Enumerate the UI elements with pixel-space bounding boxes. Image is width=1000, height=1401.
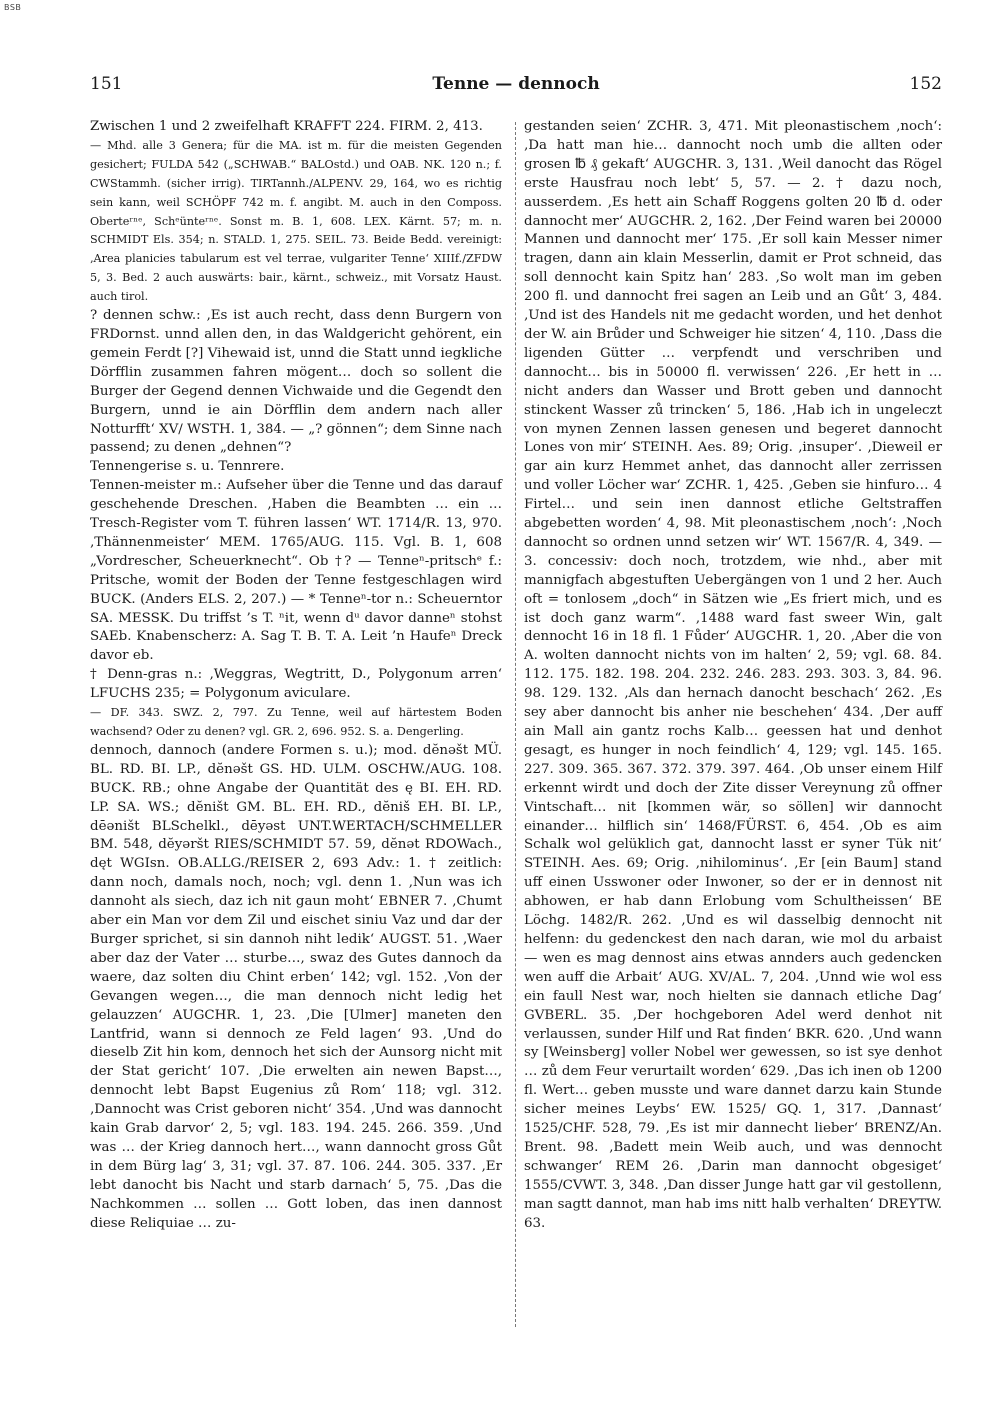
page-number-right: 152 [909, 74, 942, 94]
page-header [90, 74, 942, 104]
left-column [90, 118, 502, 1233]
column-divider [515, 122, 516, 1327]
entry-dennoch-continued: gestanden seien‘ ZCHR. 3, 471. Mit pleonastischem ‚noch‘: ‚Da hatt man hie… dannocht noch umb die allten oder grosen ℔ ₰ gekaft‘ AUGCHR. 3, 131. ‚Weil danocht das Rögel erste Hausfrau noch lebt‘ 5, 57. — 2. † dazu noch, ausserdem. ‚Es hett ain Schaff Roggens golten 20 ℔ d. oder dannocht mer‘ AUGCHR. 2, 162. ‚Der Feind waren bei 20000 Mannen und dannocht mer‘ 175. ‚Er soll kain Messer nimer tragen, dann ain klain Messerlin, damit er Prot schneid, das soll dennocht kain Spitz han‘ 283. ‚So wolt man im geben 200 fl. und dannocht frei sagen an Leib und an Gůt‘ 3, 484. ‚Und ist des Handels nit me gedacht worden, und het denhot der W. ain Brůder und Schweiger hie sitzen‘ 4, 110. ‚Dass die ligenden Gütter … verpfendt und verschriben und dannocht… bis in 50000 fl. verwissen‘ 226. ‚Er hett in … nicht anders dan Wasser und Brott geben und dannocht stinckent Wasser zů trincken‘ 5, 186. ‚Hab ich in ungeleczt von mynen Zennen lassen genesen und begeret dannocht Lones von mir‘ STEINH. Aes. 89; Orig. ‚insuper‘. ‚Dieweil er gar ain kurz Hemmet anhet, das dannocht aller zerrissen und voller Löcher war‘ ZCHR. 1, 425. ‚Geben sie hinfuro… 4 Firtel… und sein inen dannost etliche Geltstraffen abgebetten worden‘ 4, 98. Mit pleonastischem ‚noch‘: ‚Noch dannocht so ordnen unnd setzen wir‘ WT. 1567/R. 4, 349. — 3. concessiv: doch noch, trotzdem, wie nhd., aber mit mannigfach abgestuften Uebergängen von 1 und 2 her. Auch oft = tonlosem „doch“ in Sätzen wie „Es friert mich, und es ist doch ganz warm“. ‚1488 ward fast sweer Win, galt dennocht 16 in 18 fl. 1 Fůder‘ AUGCHR. 1, 20. ‚Aber die von A. wolten dannocht nichts von im halten‘ 2, 59; vgl. 68. 84. 112. 175. 182. 198. 204. 232. 246. 283. 293. 303. 3, 84. 96. 98. 129. 132. ‚Als dan hernach danocht beschach‘ 262. ‚Es sey aber dannocht bis anher nie beschehen‘ 434. ‚Der auff ain Mall ain gantz rochs Kalb… geessen hat und denhot gesagt, es hunger in noch feindlich‘ 4, 129; vgl. 145. 165. 227. 309. 365. 367. 372. 379. 397. 464. ‚Ob unser einem Hilf erkennt wirdt und doch der Zite disser Vereynung zů offner Vintschaft… nit [kommen wär, so söllen] wir dannocht einander… hilflich sin‘ 1468/FÜRST. 6, 454. ‚Ob es aim Schalk wol gelüklich gat, dannocht lasst er syner Tük nit‘ STEINH. Aes. 69; Orig. ‚nihilominus‘. ‚Er [ein Baum] stand uff einen Usswoner oder Inwoner, so der er in dennost nit abhowen, er hab dann Erlobung vom Schultheissen‘ BE Löchg. 1482/R. 262. ‚Und es wil dasselbig dennocht nit helfenn: du gedenckest den nach daran, wie mol du arbaist — wen es mag dennost ains etwas annders auch gedencken wen auff die Arbait‘ AUG. XV/AL. 7, 204. ‚Unnd wie wol ess ein faull Nest war, noch hielten sie dannach etliche Dag‘ GVBERL. 35. ‚Der hochgeboren Adel werd denhot nit verlaussen, sunder Hilf und Rat finden‘ BKR. 620. ‚Und wann sy [Weinsberg] voller Nobel wer gewessen, so ist sye denhot … zů dem Feur verurtailt worden‘ 629. ‚Das ich inen ob 1200 fl. Wert… geben musste und ware dannet darzu kain Stunde sicher meines Leybs‘ EW. 1525/ GQ. 1, 317. ‚Dannast‘ 1525/CHF. 528, 79. ‚Es ist mir dannecht lieber‘ BRENZ/An. Brent. 98. ‚Badett mein Weib auch, und was dennocht schwanger‘ REM 26. ‚Darin man dannocht obgesiget‘ 1555/CVWT. 3, 348. ‚Dan disser Junge hatt gar vil gestollenn, man sagtt dannot, man hab ims nitt halb verhalten‘ DREYTW. 63. [524, 119, 942, 1231]
watermark: BSB [4, 3, 22, 12]
etymology-note: — Mhd. alle 3 Genera; für die MA. ist m. für die meisten Gegenden gesichert; FULDA 542 („SCHWAB.“ BALOstd.) und OAB. NK. 120 n.; f. CWStammh. (sicher irrig). TIRTannh./ALPENV. 29, 164, wo es richtig sein kann, weil SCHÖPF 742 m. f. angibt. M. auch in den Composs. Oberteʳⁿᵉ, Schᵉünteʳⁿᵉ. Sonst m. B. 1, 608. LEX. Kärnt. 57; m. n. SCHMIDT Els. 354; n. STALD. 1, 275. SEIL. 73. Beide Bedd. vereinigt: ‚Area planicies tabularum est vel terrae, vulgariter Tenne‘ XIIIf./ZFDW 5, 3. Bed. 2 auch auswärts: bair., kärnt., schweiz., mit Vorsatz Haust. auch tirol. [90, 138, 502, 304]
etymology-note-denn-gras: — DF. 343. SWZ. 2, 797. Zu Tenne, weil auf härtestem Boden wachsend? Oder zu denen? vgl. GR. 2, 696. 952. S. a. Dengerling. [90, 706, 502, 738]
entry-tennengerise: Tennengerise s. u. Tennrere. [90, 459, 285, 475]
entry-dennen: ? dennen schw.: ‚Es ist auch recht, dass denn Burgern von FRDornst. unnd allen den, in das Waldgericht gehörent, ein gemein Ferdt [?] Vihewaid ist, unnd die Statt unnd iegkliche Dörfflin zusammen fahren mögent… doch so sollent die Burger der Gegend dennen Vichwaide und die Gegendt den Burgern, unnd ie ain Dörfflin dem andern nach aller Notturfft‘ XV/ WSTH. 1, 384. — „? gönnen“; dem Sinne nach passend; zu denen „dehnen“? [90, 308, 502, 456]
page-number-left: 151 [90, 74, 123, 94]
entry-dennoch: dennoch, dannoch (andere Formen s. u.); mod. dĕnəšt MÜ. BL. RD. BI. LP., dĕnəšt GS. HD. ULM. OSCHW./AUG. 108. BUCK. RB.; ohne Angabe der Quantität des ę BI. EH. RD. LP. SA. WS.; dĕništ GM. BL. EH. RD., dĕniš EH. BI. LP., dēəništ BLSchelkl., dēyəst UNT.WERTACH/SCHMELLER BM. 548, dĕyəršt RIES/SCHMIDT 57. 59, dĕnət RDOWach., dęt WGIsn. OB.ALLG./REISER 2, 693 Adv.: 1. † zeitlich: dann noch, damals noch, noch; vgl. denn 1. ‚Nun was ich dannoht als siech, daz ich nit gaun moht‘ EBNER 7. ‚Chumt aber ein Man vor dem Zil und eischet siniu Vaz und dar der Burger sprichet, si sin dannoh niht ledik‘ AUGST. 51. ‚Waer aber daz der Vater … sturbe…, swaz des Gutes dannoch da waere, daz solten diu Chint erben‘ 142; vgl. 152. ‚Von der Gevangen wegen…, die man dennoch nicht ledig het gelauzzen‘ AUGCHR. 1, 23. ‚Die [Ulmer] maneten den Lantfrid, wann si dennoch ze Feld lagen‘ 93. ‚Und do dieselb Zit hin kom, dennoch het sich der Aunsorg nicht mit der Stat gericht‘ 107. ‚Die erwelten ain newen Bapst…, dennocht lebt Bapst Eugenius zů Rom‘ 118; vgl. 312. ‚Dannocht was Crist geboren nicht‘ 354. ‚Und was dannocht kain Grab darvor‘ 2, 5; vgl. 183. 194. 245. 266. 359. ‚Und was … der Krieg dannoch hert…, wann dannocht gross Gůt in dem Bürg lag‘ 3, 31; vgl. 37. 87. 106. 244. 305. 337. ‚Er lebt danocht bis Nacht und starb darnach‘ 5, 75. ‚Das die Nachkommen … sollen … Gott loben, das inen dannost diese Reliquiae … zu- [90, 742, 502, 1231]
right-column [524, 118, 942, 1233]
running-title: Tenne — dennoch [432, 74, 600, 94]
entry-paragraph: Zwischen 1 und 2 zweifelhaft KRAFFT 224. FIRM. 2, 413. [90, 119, 483, 134]
entry-denn-gras: † Denn-gras n.: ‚Weggras, Wegtritt, D., Polygonum arren‘ LFUCHS 235; = Polygonum aviculare. [90, 667, 502, 702]
entry-tennen-meister: Tennen-meister m.: Aufseher über die Tenne und das darauf geschehende Dreschen. ‚Haben die Beambten … ein … Tresch-Register vom T. führen lassen‘ WT. 1714/R. 13, 970. ‚Thännenmeister‘ MEM. 1765/AUG. 115. Vgl. B. 1, 608 „Vordrescher, Scheuerknecht“. Ob †? — Tenneⁿ-pritschᵉ f.: Pritsche, womit der Boden der Tenne festgeschlagen wird BUCK. (Anders ELS. 2, 207.) — * Tenneⁿ-tor n.: Scheuerntor SA. MESSK. Du triffst ’s T. ⁿit, wenn dᵘ davor danneⁿ stohst SAEb. Knabenscherz: A. Sag T. B. T. A. Leit ’n Haufeⁿ Dreck davor eb. [90, 478, 502, 664]
